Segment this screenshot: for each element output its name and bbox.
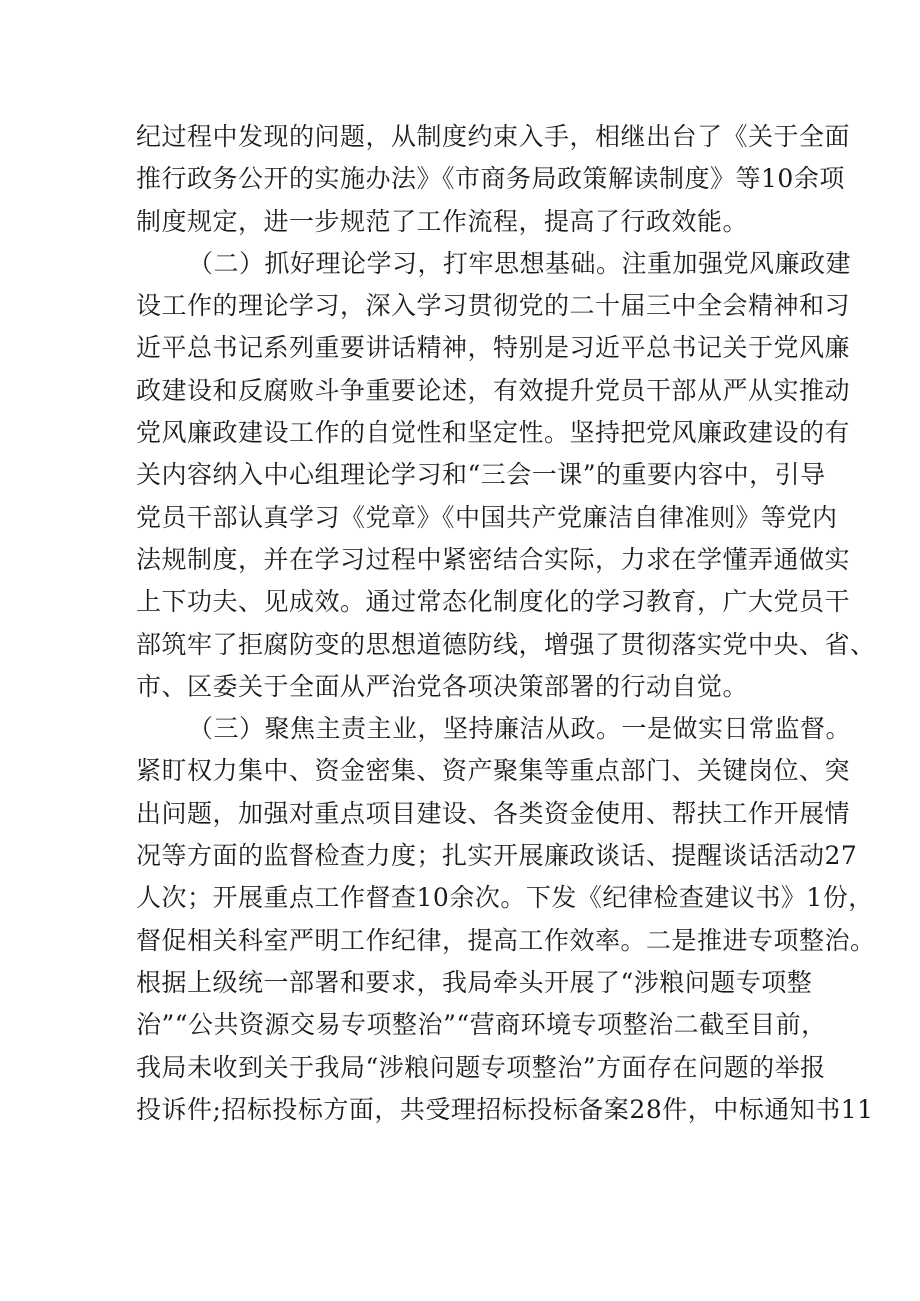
text-line: 制度规定，进一步规范了工作流程，提高了行政效能。 bbox=[136, 206, 749, 236]
text-line: 关内容纳入中心组理论学习和“三会一课”的重要内容中，引导 bbox=[136, 460, 826, 490]
text-line: 出问题，加强对重点项目建设、各类资金使用、帮扶工作开展情 bbox=[136, 798, 851, 828]
text-line: 上下功夫、见成效。通过常态化制度化的学习教育，广大党员干 bbox=[136, 587, 851, 617]
text-line: 党员干部认真学习《党章》《中国共产党廉洁自律准则》等党内 bbox=[136, 502, 838, 532]
text-line: 党风廉政建设工作的自觉性和坚定性。坚持把党风廉政建设的有 bbox=[136, 418, 851, 448]
text-line: 根据上级统一部署和要求，我局牵头开展了“涉粮问题专项整 bbox=[136, 967, 813, 997]
text-line: 设工作的理论学习，深入学习贯彻党的二十届三中全会精神和习 bbox=[136, 291, 851, 321]
text-line: 纪过程中发现的问题，从制度约束入手，相继出台了《关于全面 bbox=[136, 122, 851, 151]
text-line: 政建设和反腐败斗争重要论述，有效提升党员干部从严从实推动 bbox=[136, 375, 851, 405]
text-line: 我局未收到关于我局“涉粮问题专项整治”方面存在问题的举报 bbox=[136, 1052, 826, 1082]
text-line: 投诉件;招标投标方面，共受理招标投标备案28件，中标通知书11 bbox=[136, 1094, 874, 1124]
paragraph-heading-line: （二）抓好理论学习，打牢思想基础。注重加强党风廉政建 bbox=[188, 248, 852, 278]
text-line: 部筑牢了拒腐防变的思想道德防线，增强了贯彻落实党中央、省、 bbox=[136, 629, 876, 659]
text-line: 况等方面的监督检查力度；扎实开展廉政谈话、提醒谈话活动27 bbox=[136, 841, 858, 871]
text-line: 督促相关科室严明工作纪律，提高工作效率。二是推进专项整治。 bbox=[136, 925, 876, 955]
text-line: 近平总书记系列重要讲话精神，特别是习近平总书记关于党风廉 bbox=[136, 333, 851, 363]
text-line: 市、区委关于全面从严治党各项决策部署的行动自觉。 bbox=[136, 671, 749, 701]
paragraph-heading-line: （三）聚焦主责主业，坚持廉洁从政。一是做实日常监督。 bbox=[188, 714, 852, 744]
text-line: 推行政务公开的实施办法》《市商务局政策解读制度》等10余项 bbox=[136, 164, 845, 194]
text-line: 治”“公共资源交易专项整治”“营商环境专项整治二截至目前， bbox=[136, 1010, 827, 1040]
text-line: 紧盯权力集中、资金密集、资产聚集等重点部门、关键岗位、突 bbox=[136, 756, 851, 786]
document-body bbox=[136, 116, 876, 1131]
text-line: 人次；开展重点工作督查10余次。下发《纪律检查建议书》1份， bbox=[136, 883, 874, 913]
text-line: 法规制度，并在学习过程中紧密结合实际，力求在学懂弄通做实 bbox=[136, 544, 851, 574]
